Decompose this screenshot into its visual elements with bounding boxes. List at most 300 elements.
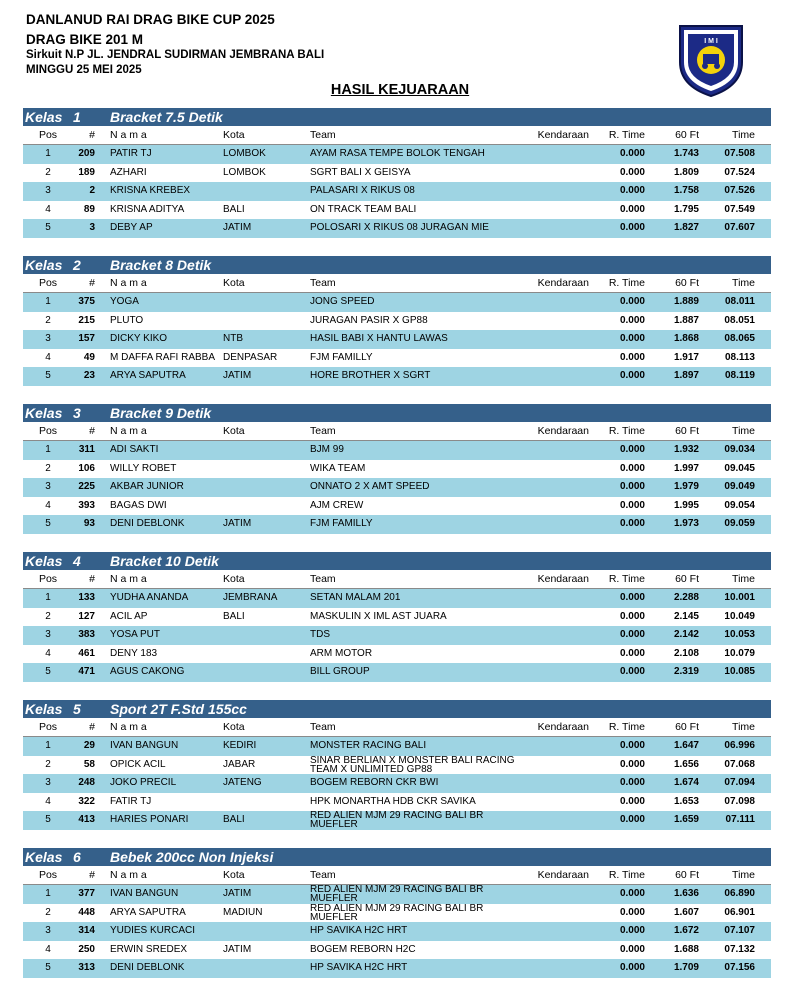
event-subtitle: DRAG BIKE 201 M (26, 32, 144, 47)
table-row (23, 756, 771, 775)
cell-rtime: 0.000 (619, 462, 645, 474)
cell-nama: PATIR TJ (110, 148, 152, 159)
class-number: 4 (73, 553, 81, 569)
cell-time: 07.098 (724, 795, 755, 807)
cell-time: 06.996 (724, 740, 755, 751)
cell-ft: 1.743 (673, 148, 699, 159)
column-header-rtime: R. Time (608, 869, 645, 881)
cell-rtime: 0.000 (619, 740, 645, 751)
cell-rtime: 0.000 (619, 610, 645, 622)
column-header-row (23, 718, 771, 737)
cell-rtime: 0.000 (619, 758, 645, 770)
cell-team: RED ALIEN MJM 29 RACING BALI BR MUEFLER (310, 885, 484, 904)
cell-nama: JOKO PRECIL (110, 777, 177, 788)
table-row (23, 941, 771, 960)
column-header-ft: 60 Ft (675, 573, 699, 585)
cell-num: 375 (78, 296, 95, 307)
cell-time: 08.011 (724, 296, 755, 307)
cell-num: 322 (78, 795, 95, 807)
table-row (23, 293, 771, 312)
cell-ft: 1.809 (673, 166, 699, 178)
cell-rtime: 0.000 (619, 666, 645, 677)
cell-time: 07.156 (724, 962, 755, 973)
cell-num: 448 (78, 906, 95, 918)
column-header-ft: 60 Ft (675, 277, 699, 289)
cell-time: 07.107 (724, 925, 755, 936)
cell-pos: 5 (45, 962, 51, 973)
cell-nama: BAGAS DWI (110, 499, 167, 511)
cell-team: FJM FAMILLY (310, 518, 373, 529)
cell-team: JONG SPEED (310, 296, 375, 307)
cell-team: BOGEM REBORN CKR BWI (310, 777, 439, 788)
cell-num: 314 (78, 925, 95, 936)
class-label: Kelas (25, 109, 63, 125)
cell-time: 07.508 (724, 148, 755, 159)
cell-ft: 1.795 (673, 203, 699, 215)
cell-rtime: 0.000 (619, 296, 645, 307)
cell-pos: 4 (45, 647, 51, 659)
cell-time: 07.068 (724, 758, 755, 770)
cell-team: JURAGAN PASIR X GP88 (310, 314, 428, 326)
class-category: Bracket 7.5 Detik (110, 109, 223, 125)
table-row (23, 737, 771, 756)
cell-pos: 1 (45, 296, 51, 307)
cell-ft: 2.108 (673, 647, 699, 659)
column-header-team: Team (310, 277, 336, 289)
cell-num: 383 (78, 629, 95, 640)
cell-nama: AZHARI (110, 166, 147, 178)
cell-team: HPK MONARTHA HDB CKR SAVIKA (310, 795, 476, 807)
column-header-time: Time (732, 129, 755, 141)
table-row (23, 589, 771, 608)
column-header-num: # (89, 573, 95, 585)
cell-nama: YOSA PUT (110, 629, 161, 640)
class-label: Kelas (25, 257, 63, 273)
cell-nama: DICKY KIKO (110, 333, 168, 344)
column-header-pos: Pos (38, 129, 58, 141)
class-number: 5 (73, 701, 81, 717)
column-header-pos: Pos (38, 277, 58, 289)
column-header-nama: N a m a (110, 277, 147, 289)
cell-rtime: 0.000 (619, 943, 645, 955)
cell-team: BJM 99 (310, 444, 344, 455)
cell-ft: 1.917 (673, 351, 699, 363)
cell-num: 225 (78, 481, 95, 492)
cell-pos: 2 (45, 166, 51, 178)
cell-nama: DENY 183 (110, 647, 158, 659)
cell-nama: FATIR TJ (110, 795, 152, 807)
cell-rtime: 0.000 (619, 333, 645, 344)
cell-rtime: 0.000 (619, 203, 645, 215)
cell-pos: 1 (45, 444, 51, 455)
cell-ft: 1.674 (673, 777, 699, 788)
column-header-kota: Kota (223, 869, 245, 881)
cell-pos: 1 (45, 592, 51, 603)
column-header-row (23, 570, 771, 589)
cell-num: 3 (89, 222, 95, 233)
cell-nama: KRISNA ADITYA (110, 203, 185, 215)
cell-num: 413 (78, 814, 95, 825)
cell-pos: 1 (45, 740, 51, 751)
table-row (23, 959, 771, 978)
class-category: Sport 2T F.Std 155cc (110, 701, 247, 717)
table-row (23, 885, 771, 904)
column-header-kota: Kota (223, 129, 245, 141)
page-title: HASIL KEJUARAAN (330, 82, 470, 98)
class-section (23, 108, 771, 238)
cell-rtime: 0.000 (619, 518, 645, 529)
column-header-ft: 60 Ft (675, 425, 699, 437)
column-header-team: Team (310, 869, 336, 881)
cell-num: 461 (78, 647, 95, 659)
table-row (23, 497, 771, 516)
cell-time: 10.053 (724, 629, 755, 640)
cell-ft: 1.636 (673, 888, 699, 899)
column-header-kota: Kota (223, 277, 245, 289)
cell-time: 10.085 (724, 666, 755, 677)
cell-num: 471 (78, 666, 95, 677)
table-row (23, 922, 771, 941)
cell-num: 127 (78, 610, 95, 622)
cell-kota: JEMBRANA (223, 592, 278, 603)
column-header-time: Time (732, 869, 755, 881)
table-row (23, 219, 771, 238)
cell-nama: AKBAR JUNIOR (110, 481, 184, 492)
cell-nama: IVAN BANGUN (110, 888, 179, 899)
cell-pos: 4 (45, 499, 51, 511)
cell-kota: JATIM (223, 888, 252, 899)
cell-kota: BALI (223, 203, 245, 215)
table-row (23, 904, 771, 923)
column-header-num: # (89, 129, 95, 141)
table-row (23, 330, 771, 349)
cell-num: 157 (78, 333, 95, 344)
column-header-time: Time (732, 277, 755, 289)
class-header-bar (23, 256, 771, 274)
column-header-pos: Pos (38, 869, 58, 881)
cell-nama: WILLY ROBET (110, 462, 177, 474)
cell-ft: 1.647 (673, 740, 699, 751)
table-row (23, 182, 771, 201)
cell-time: 07.132 (724, 943, 755, 955)
cell-nama: KRISNA KREBEX (110, 185, 191, 196)
class-header-bar (23, 108, 771, 126)
cell-num: 215 (78, 314, 95, 326)
cell-ft: 2.288 (673, 592, 699, 603)
column-header-time: Time (732, 721, 755, 733)
column-header-kendaraan: Kendaraan (537, 721, 589, 733)
column-header-nama: N a m a (110, 869, 147, 881)
column-header-kota: Kota (223, 425, 245, 437)
cell-rtime: 0.000 (619, 185, 645, 196)
cell-nama: PLUTO (110, 314, 144, 326)
cell-time: 09.045 (724, 462, 755, 474)
cell-rtime: 0.000 (619, 795, 645, 807)
class-label: Kelas (25, 405, 63, 421)
cell-pos: 5 (45, 370, 51, 381)
cell-ft: 1.653 (673, 795, 699, 807)
cell-kota: LOMBOK (223, 148, 266, 159)
cell-time: 07.094 (724, 777, 755, 788)
column-header-pos: Pos (38, 721, 58, 733)
cell-rtime: 0.000 (619, 148, 645, 159)
table-row (23, 164, 771, 183)
cell-rtime: 0.000 (619, 166, 645, 178)
cell-time: 07.524 (724, 166, 755, 178)
cell-num: 313 (78, 962, 95, 973)
cell-team: BOGEM REBORN H2C (310, 943, 416, 955)
cell-kota: BALI (223, 814, 245, 825)
table-row (23, 811, 771, 830)
cell-ft: 1.659 (673, 814, 699, 825)
cell-team: HASIL BABI X HANTU LAWAS (310, 333, 448, 344)
table-row (23, 145, 771, 164)
column-header-ft: 60 Ft (675, 129, 699, 141)
column-header-rtime: R. Time (608, 573, 645, 585)
cell-nama: AGUS CAKONG (110, 666, 185, 677)
cell-pos: 3 (45, 629, 51, 640)
cell-pos: 2 (45, 906, 51, 918)
cell-time: 07.526 (724, 185, 755, 196)
results-list (23, 108, 771, 996)
cell-rtime: 0.000 (619, 629, 645, 640)
cell-rtime: 0.000 (619, 499, 645, 511)
cell-num: 89 (83, 203, 95, 215)
logo-text: I M I (704, 38, 718, 45)
cell-num: 209 (78, 148, 95, 159)
cell-nama: ADI SAKTI (110, 444, 159, 455)
cell-nama: ACIL AP (110, 610, 148, 622)
column-header-num: # (89, 869, 95, 881)
column-header-team: Team (310, 573, 336, 585)
cell-rtime: 0.000 (619, 888, 645, 899)
cell-nama: ERWIN SREDEX (110, 943, 188, 955)
cell-team: FJM FAMILLY (310, 351, 373, 363)
cell-nama: ARYA SAPUTRA (110, 370, 186, 381)
cell-pos: 3 (45, 777, 51, 788)
cell-ft: 1.672 (673, 925, 699, 936)
cell-kota: LOMBOK (223, 166, 266, 178)
class-category: Bebek 200cc Non Injeksi (110, 849, 274, 865)
column-header-nama: N a m a (110, 425, 147, 437)
cell-rtime: 0.000 (619, 906, 645, 918)
table-row (23, 774, 771, 793)
cell-ft: 1.607 (673, 906, 699, 918)
column-header-rtime: R. Time (608, 277, 645, 289)
cell-kota: JATIM (223, 222, 252, 233)
cell-pos: 4 (45, 795, 51, 807)
cell-rtime: 0.000 (619, 444, 645, 455)
class-number: 3 (73, 405, 81, 421)
table-row (23, 626, 771, 645)
cell-time: 10.001 (724, 592, 755, 603)
table-row (23, 663, 771, 682)
cell-num: 2 (89, 185, 95, 196)
column-header-kota: Kota (223, 573, 245, 585)
cell-kota: JABAR (223, 758, 256, 770)
cell-rtime: 0.000 (619, 777, 645, 788)
column-header-team: Team (310, 129, 336, 141)
column-header-time: Time (732, 573, 755, 585)
cell-time: 09.049 (724, 481, 755, 492)
cell-time: 08.065 (724, 333, 755, 344)
cell-kota: JATENG (223, 777, 262, 788)
cell-num: 106 (78, 462, 95, 474)
cell-time: 07.111 (725, 814, 755, 825)
class-number: 1 (73, 109, 81, 125)
cell-time: 09.054 (724, 499, 755, 511)
cell-time: 06.890 (724, 888, 755, 899)
cell-time: 09.034 (724, 444, 755, 455)
cell-nama: ARYA SAPUTRA (110, 906, 186, 918)
cell-nama: HARIES PONARI (110, 814, 189, 825)
document-header (26, 11, 324, 78)
cell-num: 93 (83, 518, 95, 529)
cell-pos: 5 (45, 666, 51, 677)
cell-ft: 1.889 (673, 296, 699, 307)
cell-ft: 1.932 (673, 444, 699, 455)
cell-team: BILL GROUP (310, 666, 370, 677)
cell-num: 49 (83, 351, 95, 363)
cell-ft: 1.868 (673, 333, 699, 344)
cell-team: RED ALIEN MJM 29 RACING BALI BR MUEFLER (310, 811, 484, 830)
cell-pos: 3 (45, 185, 51, 196)
cell-nama: IVAN BANGUN (110, 740, 179, 751)
column-header-row (23, 274, 771, 293)
cell-rtime: 0.000 (619, 814, 645, 825)
cell-kota: MADIUN (223, 906, 263, 918)
cell-kota: DENPASAR (223, 351, 278, 363)
column-header-kendaraan: Kendaraan (537, 869, 589, 881)
cell-time: 06.901 (724, 906, 755, 918)
cell-ft: 1.827 (673, 222, 699, 233)
cell-pos: 2 (45, 314, 51, 326)
column-header-pos: Pos (38, 573, 58, 585)
cell-rtime: 0.000 (619, 481, 645, 492)
cell-team: WIKA TEAM (310, 462, 366, 474)
column-header-row (23, 126, 771, 145)
cell-time: 08.119 (724, 370, 755, 381)
cell-pos: 3 (45, 481, 51, 492)
cell-ft: 1.997 (673, 462, 699, 474)
class-section (23, 700, 771, 830)
cell-nama: OPICK ACIL (110, 758, 166, 770)
cell-pos: 4 (45, 203, 51, 215)
class-section (23, 848, 771, 978)
cell-time: 07.607 (724, 222, 755, 233)
cell-kota: NTB (223, 333, 243, 344)
cell-ft: 2.142 (673, 629, 699, 640)
column-header-num: # (89, 721, 95, 733)
cell-rtime: 0.000 (619, 314, 645, 326)
column-header-num: # (89, 277, 95, 289)
cell-time: 09.059 (724, 518, 755, 529)
class-number: 6 (73, 849, 81, 865)
cell-ft: 1.709 (673, 962, 699, 973)
cell-kota: JATIM (223, 370, 252, 381)
cell-pos: 3 (45, 333, 51, 344)
class-header-bar (23, 552, 771, 570)
cell-num: 133 (78, 592, 95, 603)
cell-team: AYAM RASA TEMPE BOLOK TENGAH (310, 148, 485, 159)
cell-num: 250 (78, 943, 95, 955)
cell-pos: 2 (45, 462, 51, 474)
cell-ft: 1.897 (673, 370, 699, 381)
cell-num: 189 (78, 166, 95, 178)
cell-pos: 1 (45, 148, 51, 159)
cell-nama: DENI DEBLONK (110, 962, 185, 973)
cell-nama: YOGA (110, 296, 139, 307)
class-number: 2 (73, 257, 81, 273)
cell-time: 10.079 (724, 647, 755, 659)
cell-num: 311 (78, 444, 95, 455)
class-category: Bracket 10 Detik (110, 553, 219, 569)
class-section (23, 404, 771, 534)
column-header-team: Team (310, 425, 336, 437)
column-header-kota: Kota (223, 721, 245, 733)
cell-nama: DENI DEBLONK (110, 518, 185, 529)
class-section (23, 552, 771, 682)
cell-num: 29 (83, 740, 95, 751)
cell-num: 248 (78, 777, 95, 788)
class-category: Bracket 8 Detik (110, 257, 212, 273)
cell-ft: 2.319 (673, 666, 699, 677)
column-header-ft: 60 Ft (675, 869, 699, 881)
cell-ft: 1.656 (673, 758, 699, 770)
cell-team: TDS (310, 629, 330, 640)
cell-rtime: 0.000 (619, 962, 645, 973)
cell-pos: 5 (45, 518, 51, 529)
cell-team: HP SAVIKA H2C HRT (310, 962, 408, 973)
column-header-team: Team (310, 721, 336, 733)
cell-team: MONSTER RACING BALI (310, 740, 427, 751)
column-header-kendaraan: Kendaraan (537, 573, 589, 585)
cell-team: HORE BROTHER X SGRT (310, 370, 431, 381)
class-header-bar (23, 848, 771, 866)
cell-pos: 4 (45, 351, 51, 363)
column-header-kendaraan: Kendaraan (537, 129, 589, 141)
cell-pos: 1 (45, 888, 51, 899)
cell-team: ONNATO 2 X AMT SPEED (310, 481, 430, 492)
cell-team: ARM MOTOR (310, 647, 373, 659)
table-row (23, 793, 771, 812)
cell-time: 07.549 (724, 203, 755, 215)
column-header-num: # (89, 425, 95, 437)
class-header-bar (23, 700, 771, 718)
column-header-time: Time (732, 425, 755, 437)
table-row (23, 367, 771, 386)
event-title: DANLANUD RAI DRAG BIKE CUP 2025 (26, 12, 275, 27)
cell-pos: 2 (45, 610, 51, 622)
table-row (23, 478, 771, 497)
cell-pos: 2 (45, 758, 51, 770)
column-header-kendaraan: Kendaraan (537, 425, 589, 437)
cell-team: POLOSARI X RIKUS 08 JURAGAN MIE (310, 222, 489, 233)
cell-ft: 1.758 (673, 185, 699, 196)
column-header-rtime: R. Time (608, 129, 645, 141)
cell-pos: 5 (45, 222, 51, 233)
cell-num: 393 (78, 499, 95, 511)
cell-ft: 1.979 (673, 481, 699, 492)
class-label: Kelas (25, 553, 63, 569)
cell-kota: JATIM (223, 518, 252, 529)
table-row (23, 201, 771, 220)
column-header-rtime: R. Time (608, 721, 645, 733)
cell-kota: BALI (223, 610, 245, 622)
column-header-kendaraan: Kendaraan (537, 277, 589, 289)
class-header-bar (23, 404, 771, 422)
cell-team: RED ALIEN MJM 29 RACING BALI BR MUEFLER (310, 903, 484, 922)
